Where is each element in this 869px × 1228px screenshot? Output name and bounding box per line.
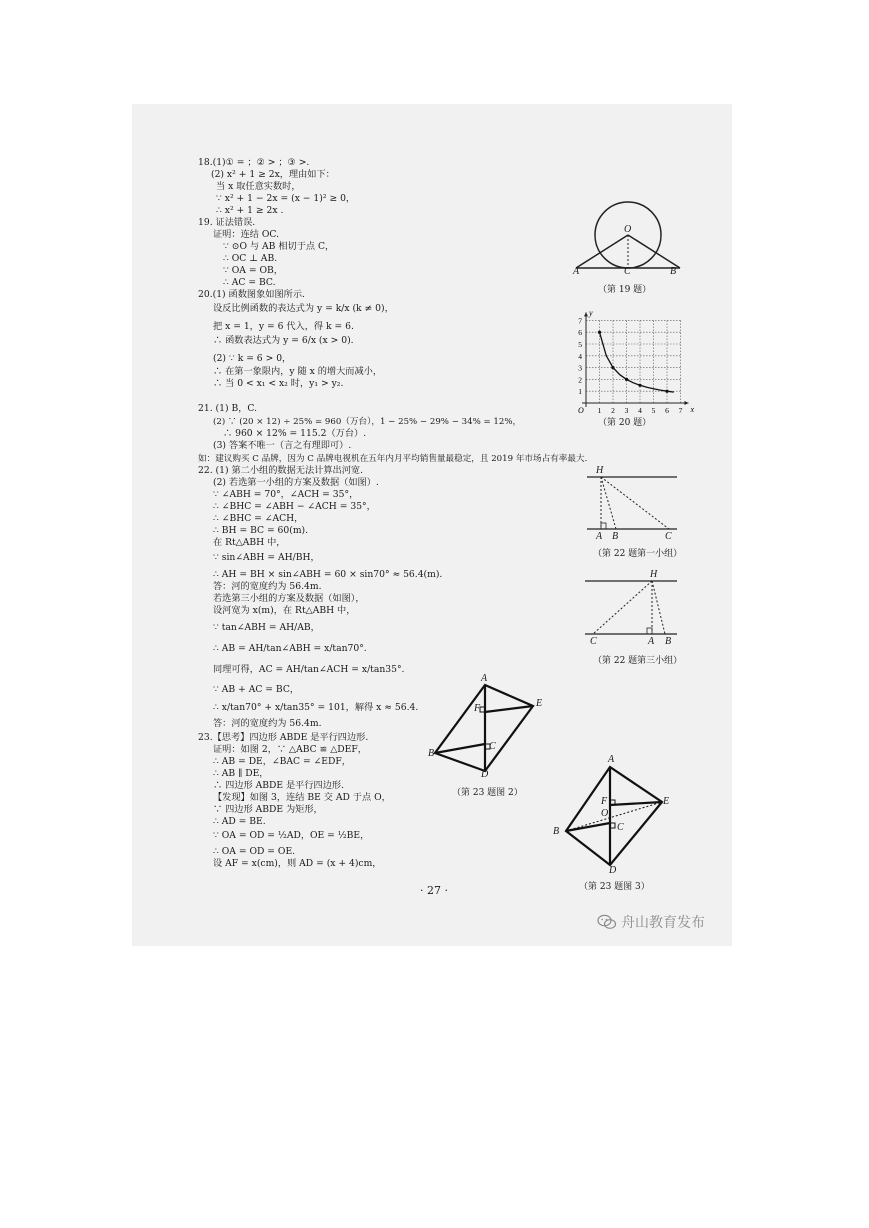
- y-tick-label: 3: [578, 363, 582, 373]
- fig19-label-c: C: [624, 266, 631, 277]
- x-tick-label: 6: [665, 406, 669, 415]
- text-line: 当 x 取任意实数时，: [216, 181, 301, 192]
- text-line: ∴ AH = BH × sin∠ABH = 60 × sin70° ≈ 56.4(m).: [213, 569, 443, 580]
- fig23-3-label-e: E: [663, 796, 670, 807]
- text-line: 设河宽为 x(m)，在 Rt△ABH 中，: [213, 605, 356, 616]
- text-line: 证明：如图 2，∵ △ABC ≌ △DEF，: [213, 744, 367, 755]
- fig23-3-label-b: B: [553, 826, 560, 837]
- text-line: ∴ ∠BHC = ∠ACH，: [213, 513, 304, 524]
- text-line: 23.【思考】四边形 ABDE 是平行四边形.: [198, 732, 369, 743]
- text-line: 18.(1)① = ；② > ；③ >.: [198, 157, 310, 168]
- data-point: [638, 384, 641, 387]
- text-line: ∵ ∠ABH = 70°，∠ACH = 35°，: [213, 489, 359, 500]
- text-line: ∴ x² + 1 ≥ 2x .: [216, 205, 284, 216]
- text-line: ∴ AB ∥ DE，: [213, 768, 269, 779]
- fig19-label-a: A: [573, 266, 580, 277]
- fig23-3-label-d: D: [609, 865, 617, 876]
- text-line: ∴ 960 × 12% = 115.2（万台）.: [223, 428, 367, 439]
- text-line: ∴ 四边形 ABDE 是平行四边形.: [213, 780, 345, 791]
- fig20-caption: （第 20 题）: [598, 418, 652, 428]
- text-line: ∴ AC = BC.: [223, 277, 276, 288]
- x-tick-label: 5: [651, 406, 656, 415]
- fig19-label-b: B: [670, 266, 677, 277]
- text-line: (2) ∵ k = 6 > 0，: [213, 353, 292, 364]
- text-line: 22. (1) 第二小组的数据无法计算出河宽.: [198, 465, 364, 476]
- fig22a-label-c: C: [665, 531, 672, 542]
- x-tick-label: 3: [624, 406, 629, 415]
- text-line: ∴ 在第一象限内，y 随 x 的增大而减小，: [213, 366, 383, 377]
- text-line: 答：河的宽度约为 56.4m.: [213, 718, 322, 729]
- watermark-text: 舟山教育发布: [621, 915, 705, 931]
- text-line: ∴ ∠BHC = ∠ABH − ∠ACH = 35°，: [213, 501, 376, 512]
- figure-22-group3: [585, 575, 685, 640]
- data-point: [665, 390, 668, 393]
- text-line: 答：河的宽度约为 56.4m.: [213, 581, 322, 592]
- fig22a-caption: （第 22 题第一小组）: [593, 549, 683, 559]
- wechat-icon: [597, 914, 617, 930]
- text-line: 若选第三小组的方案及数据（如图），: [213, 593, 365, 604]
- fig23-3-caption: （第 23 题图 3）: [579, 882, 650, 892]
- page-number: · 27 ·: [420, 884, 448, 897]
- text-line: ∵ tan∠ABH = AH/AB，: [213, 622, 320, 633]
- text-line: ∴ AD = BE.: [213, 816, 266, 827]
- text-line: ∴ OA = OD = OE.: [213, 846, 296, 857]
- text-line: 同理可得，AC = AH/tan∠ACH = x/tan35°.: [213, 664, 405, 675]
- text-line: ∵ sin∠ABH = AH/BH，: [213, 552, 320, 563]
- figure-20-chart: [566, 300, 695, 415]
- text-line: ∴ BH = BC = 60(m).: [213, 525, 309, 536]
- text-line: ∴ x/tan70° + x/tan35° = 101，解得 x ≈ 56.4.: [213, 702, 419, 713]
- fig23-3-label-c: C: [617, 822, 624, 833]
- fig22a-label-a: A: [596, 531, 603, 542]
- y-tick-label: 7: [578, 316, 582, 326]
- text-line: 证明：连结 OC.: [213, 229, 280, 240]
- fig23-2-label-c: C: [489, 741, 496, 752]
- text-line: (2) ∵ (20 × 12) ÷ 25% = 960（万台），1 − 25% − 29% − 34% = 12%，: [213, 417, 522, 427]
- data-point: [598, 331, 601, 334]
- fig23-2-label-e: E: [536, 698, 543, 709]
- y-tick-label: 5: [578, 340, 582, 349]
- y-tick-label: 6: [578, 328, 582, 338]
- text-line: 20.(1) 函数图象如图所示.: [198, 289, 305, 300]
- fig22a-label-h: H: [596, 465, 604, 476]
- text-line: 如：建议购买 C 品牌，因为 C 品牌电视机在五年内月平均销售量最稳定，且 2019 年市场占有率最大.: [198, 454, 588, 464]
- text-line: ∵ 四边形 ABDE 为矩形，: [213, 804, 323, 815]
- text-line: ∴ OC ⊥ AB.: [223, 253, 278, 264]
- fig22c-label-a: A: [648, 636, 655, 647]
- fig22c-caption: （第 22 题第三小组）: [593, 656, 683, 666]
- text-line: ∴ AB = DE，∠BAC = ∠EDF，: [213, 756, 351, 767]
- figure-23-2: [430, 675, 543, 775]
- text-line: ∵ AB + AC = BC，: [213, 684, 300, 695]
- text-line: 【发现】如图 3，连结 BE 交 AD 于点 O，: [213, 792, 391, 803]
- fig19-caption: （第 19 题）: [598, 285, 652, 295]
- text-line: 19. 证法错误.: [198, 217, 256, 228]
- data-point: [611, 366, 614, 369]
- fig23-2-label-f: F: [474, 703, 481, 714]
- text-line: 21. (1) B，C.: [198, 403, 258, 414]
- text-line: (2) 若选第一小组的方案及数据（如图）.: [213, 477, 379, 488]
- watermark: [597, 912, 705, 932]
- x-tick-label: 1: [597, 406, 602, 415]
- text-line: ∵ OA = OD = ½AD，OE = ½BE，: [213, 830, 370, 841]
- fig19-label-o: O: [624, 224, 632, 235]
- figure-23-3: [560, 755, 670, 880]
- text-line: ∵ OA = OB，: [223, 265, 283, 276]
- origin-label: O: [578, 406, 584, 415]
- fig22a-label-b: B: [612, 531, 619, 542]
- text-line: ∴ AB = AH/tan∠ABH = x/tan70°.: [213, 643, 367, 654]
- text-line: (3) 答案不唯一（言之有理即可）.: [213, 440, 352, 451]
- text-line: ∵ x² + 1 − 2x = (x − 1)² ≥ 0，: [216, 193, 356, 204]
- text-line: ∵ ⊙O 与 AB 相切于点 C，: [223, 241, 335, 252]
- fig23-3-label-f: F: [601, 796, 608, 807]
- x-tick-label: 4: [638, 406, 642, 415]
- series-line: [600, 332, 674, 392]
- y-tick-label: 4: [578, 351, 582, 361]
- y-tick-label: 1: [578, 387, 582, 397]
- text-line: (2) x² + 1 ≥ 2x，理由如下：: [211, 169, 335, 180]
- fig23-2-label-d: D: [481, 769, 489, 780]
- x-tick-label: 2: [611, 406, 615, 415]
- fig23-2-label-b: B: [428, 748, 435, 759]
- text-line: ∴ 函数表达式为 y = 6/x (x > 0).: [213, 335, 354, 346]
- fig23-3-label-o: O: [601, 808, 609, 819]
- text-line: 设 AF = x(cm)，则 AD = (x + 4)cm，: [213, 858, 382, 869]
- text-line: ∴ 当 0 < x₁ < x₂ 时，y₁ > y₂.: [213, 378, 344, 389]
- fig22c-label-c: C: [590, 636, 597, 647]
- fig23-2-caption: （第 23 题图 2）: [452, 788, 523, 798]
- text-line: 把 x = 1，y = 6 代入，得 k = 6.: [213, 321, 354, 332]
- fig22c-label-b: B: [665, 636, 672, 647]
- fig23-2-label-a: A: [481, 673, 488, 684]
- data-point: [625, 378, 628, 381]
- y-tick-label: 2: [578, 375, 582, 385]
- y-axis-arrow: [584, 312, 588, 316]
- x-axis-label: x: [690, 405, 695, 414]
- text-line: 设反比例函数的表达式为 y = k/x (k ≠ 0)，: [213, 303, 394, 314]
- fig22c-label-h: H: [650, 569, 658, 580]
- x-tick-label: 7: [678, 406, 683, 415]
- text-line: 在 Rt△ABH 中，: [213, 537, 286, 548]
- y-axis-label: y: [589, 308, 593, 318]
- fig23-3-label-a: A: [608, 754, 615, 765]
